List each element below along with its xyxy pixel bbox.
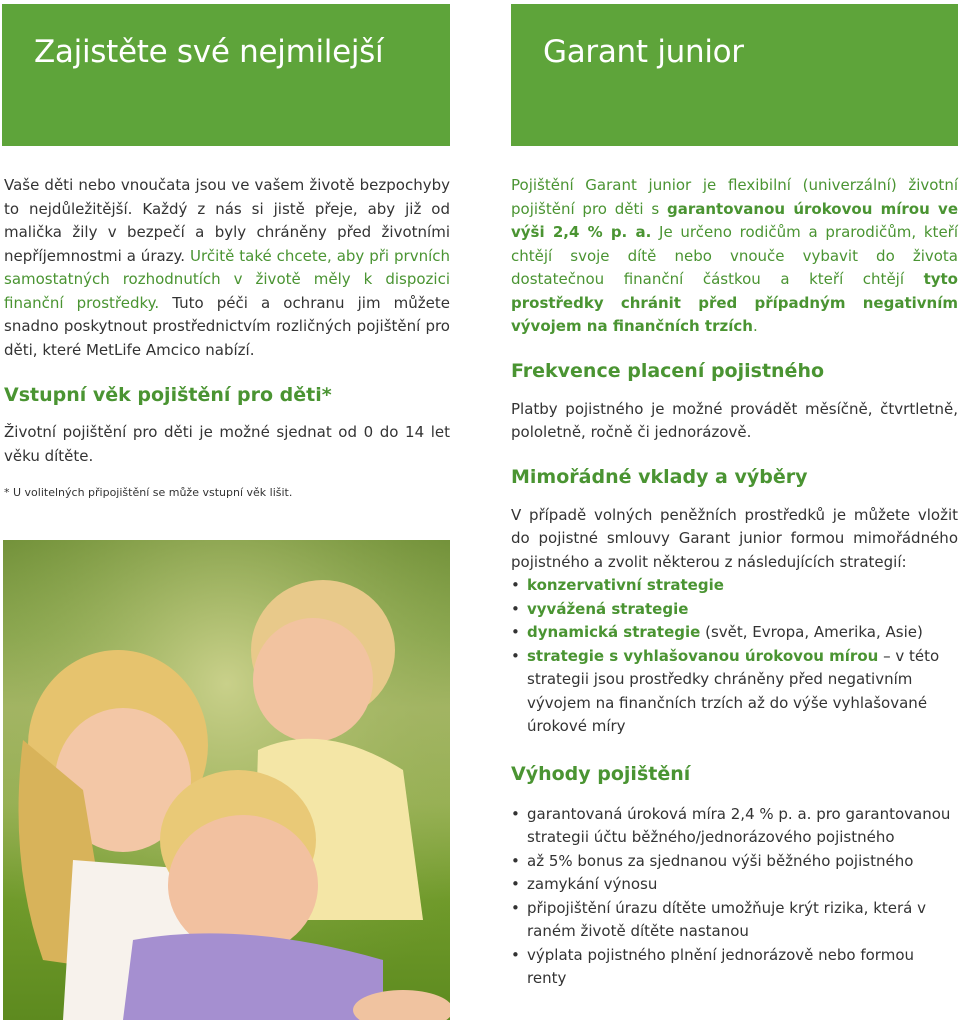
children-illustration <box>3 540 450 1020</box>
list-item: • výplata pojistného plnění jednorázově nebo formou renty <box>511 944 958 991</box>
intro-paragraph: Vaše děti nebo vnoučata jsou ve vašem životě bezpochyby to nejdůležitější. Každý z nás si jistě přeje, aby již od malička žily v bezpečí a byly chráněny před životními nepříjemnostmi a úrazy. Určitě také chcete, aby při prvních samostatných rozhodnutích v životě měly k dispozici finanční prostředky. Tuto péči a ochranu jim můžete snadno poskytnout prostřednictvím rozličných pojištění pro děti, které MetLife Amcico nabízí. <box>4 176 450 359</box>
list-item: • dynamická strategie (svět, Evropa, Amerika, Asie) <box>511 621 958 645</box>
list-item: • zamykání výnosu <box>511 873 958 897</box>
left-banner-title: Zajistěte své nejmilejší <box>34 34 384 70</box>
list-item: • až 5% bonus za sjednanou výši běžného pojistného <box>511 850 958 874</box>
benefits-list <box>511 803 958 991</box>
footnote: * U volitelných připojištění se může vstupní věk lišit. <box>4 486 293 499</box>
extra-deposits-text: V případě volných peněžních prostředků je můžete vložit do pojistné smlouvy Garant junior formou mimořádného pojistného a zvolit některou z následujících strategií: <box>511 505 958 571</box>
age-text: Životní pojištění pro děti je možné sjednat od 0 do 14 let věku dítěte. <box>4 423 450 465</box>
frequency-text: Platby pojistného je možné provádět měsíčně, čtvrtletně, pololetně, ročně či jednorázově. <box>511 399 958 441</box>
list-item: • garantovaná úroková míra 2,4 % p. a. pro garantovanou strategii účtu běžného/jednorázového pojistného <box>511 803 958 850</box>
garant-intro: Pojištění Garant junior je flexibilní (univerzální) životní pojištění pro děti s garantovanou úrokovou mírou ve výši 2,4 % p. a. Je určeno rodičům a prarodičům, kteří chtějí svoje dítě nebo vnouče vybavit do života dostatečnou finanční částkou a kteří chtějí tyto prostředky chránit před případným negativním vývojem na finančních trzích. <box>511 176 959 335</box>
list-item: • strategie s vyhlašovanou úrokovou mírou – v této strategii jsou prostředky chráněny před negativním vývojem na finančních trzích až do výše vyhlašované úrokové míry <box>511 645 958 739</box>
left-column <box>4 174 450 500</box>
frequency-heading: Frekvence placení pojistného <box>511 359 825 382</box>
extra-deposits-heading: Mimořádné vklady a výběry <box>511 465 808 488</box>
children-photo <box>3 540 450 1020</box>
left-banner <box>2 4 450 146</box>
list-item: • konzervativní strategie <box>511 574 958 598</box>
right-column <box>511 174 958 991</box>
strategy-list <box>511 574 958 739</box>
list-item: • vyvážená strategie <box>511 598 958 622</box>
right-banner-title: Garant junior <box>543 34 744 70</box>
list-item: • připojištění úrazu dítěte umožňuje krýt rizika, která v raném životě dítěte nastanou <box>511 897 958 944</box>
right-banner <box>511 4 958 146</box>
age-heading: Vstupní věk pojištění pro děti* <box>4 384 332 406</box>
benefits-heading: Výhody pojištění <box>511 762 691 785</box>
